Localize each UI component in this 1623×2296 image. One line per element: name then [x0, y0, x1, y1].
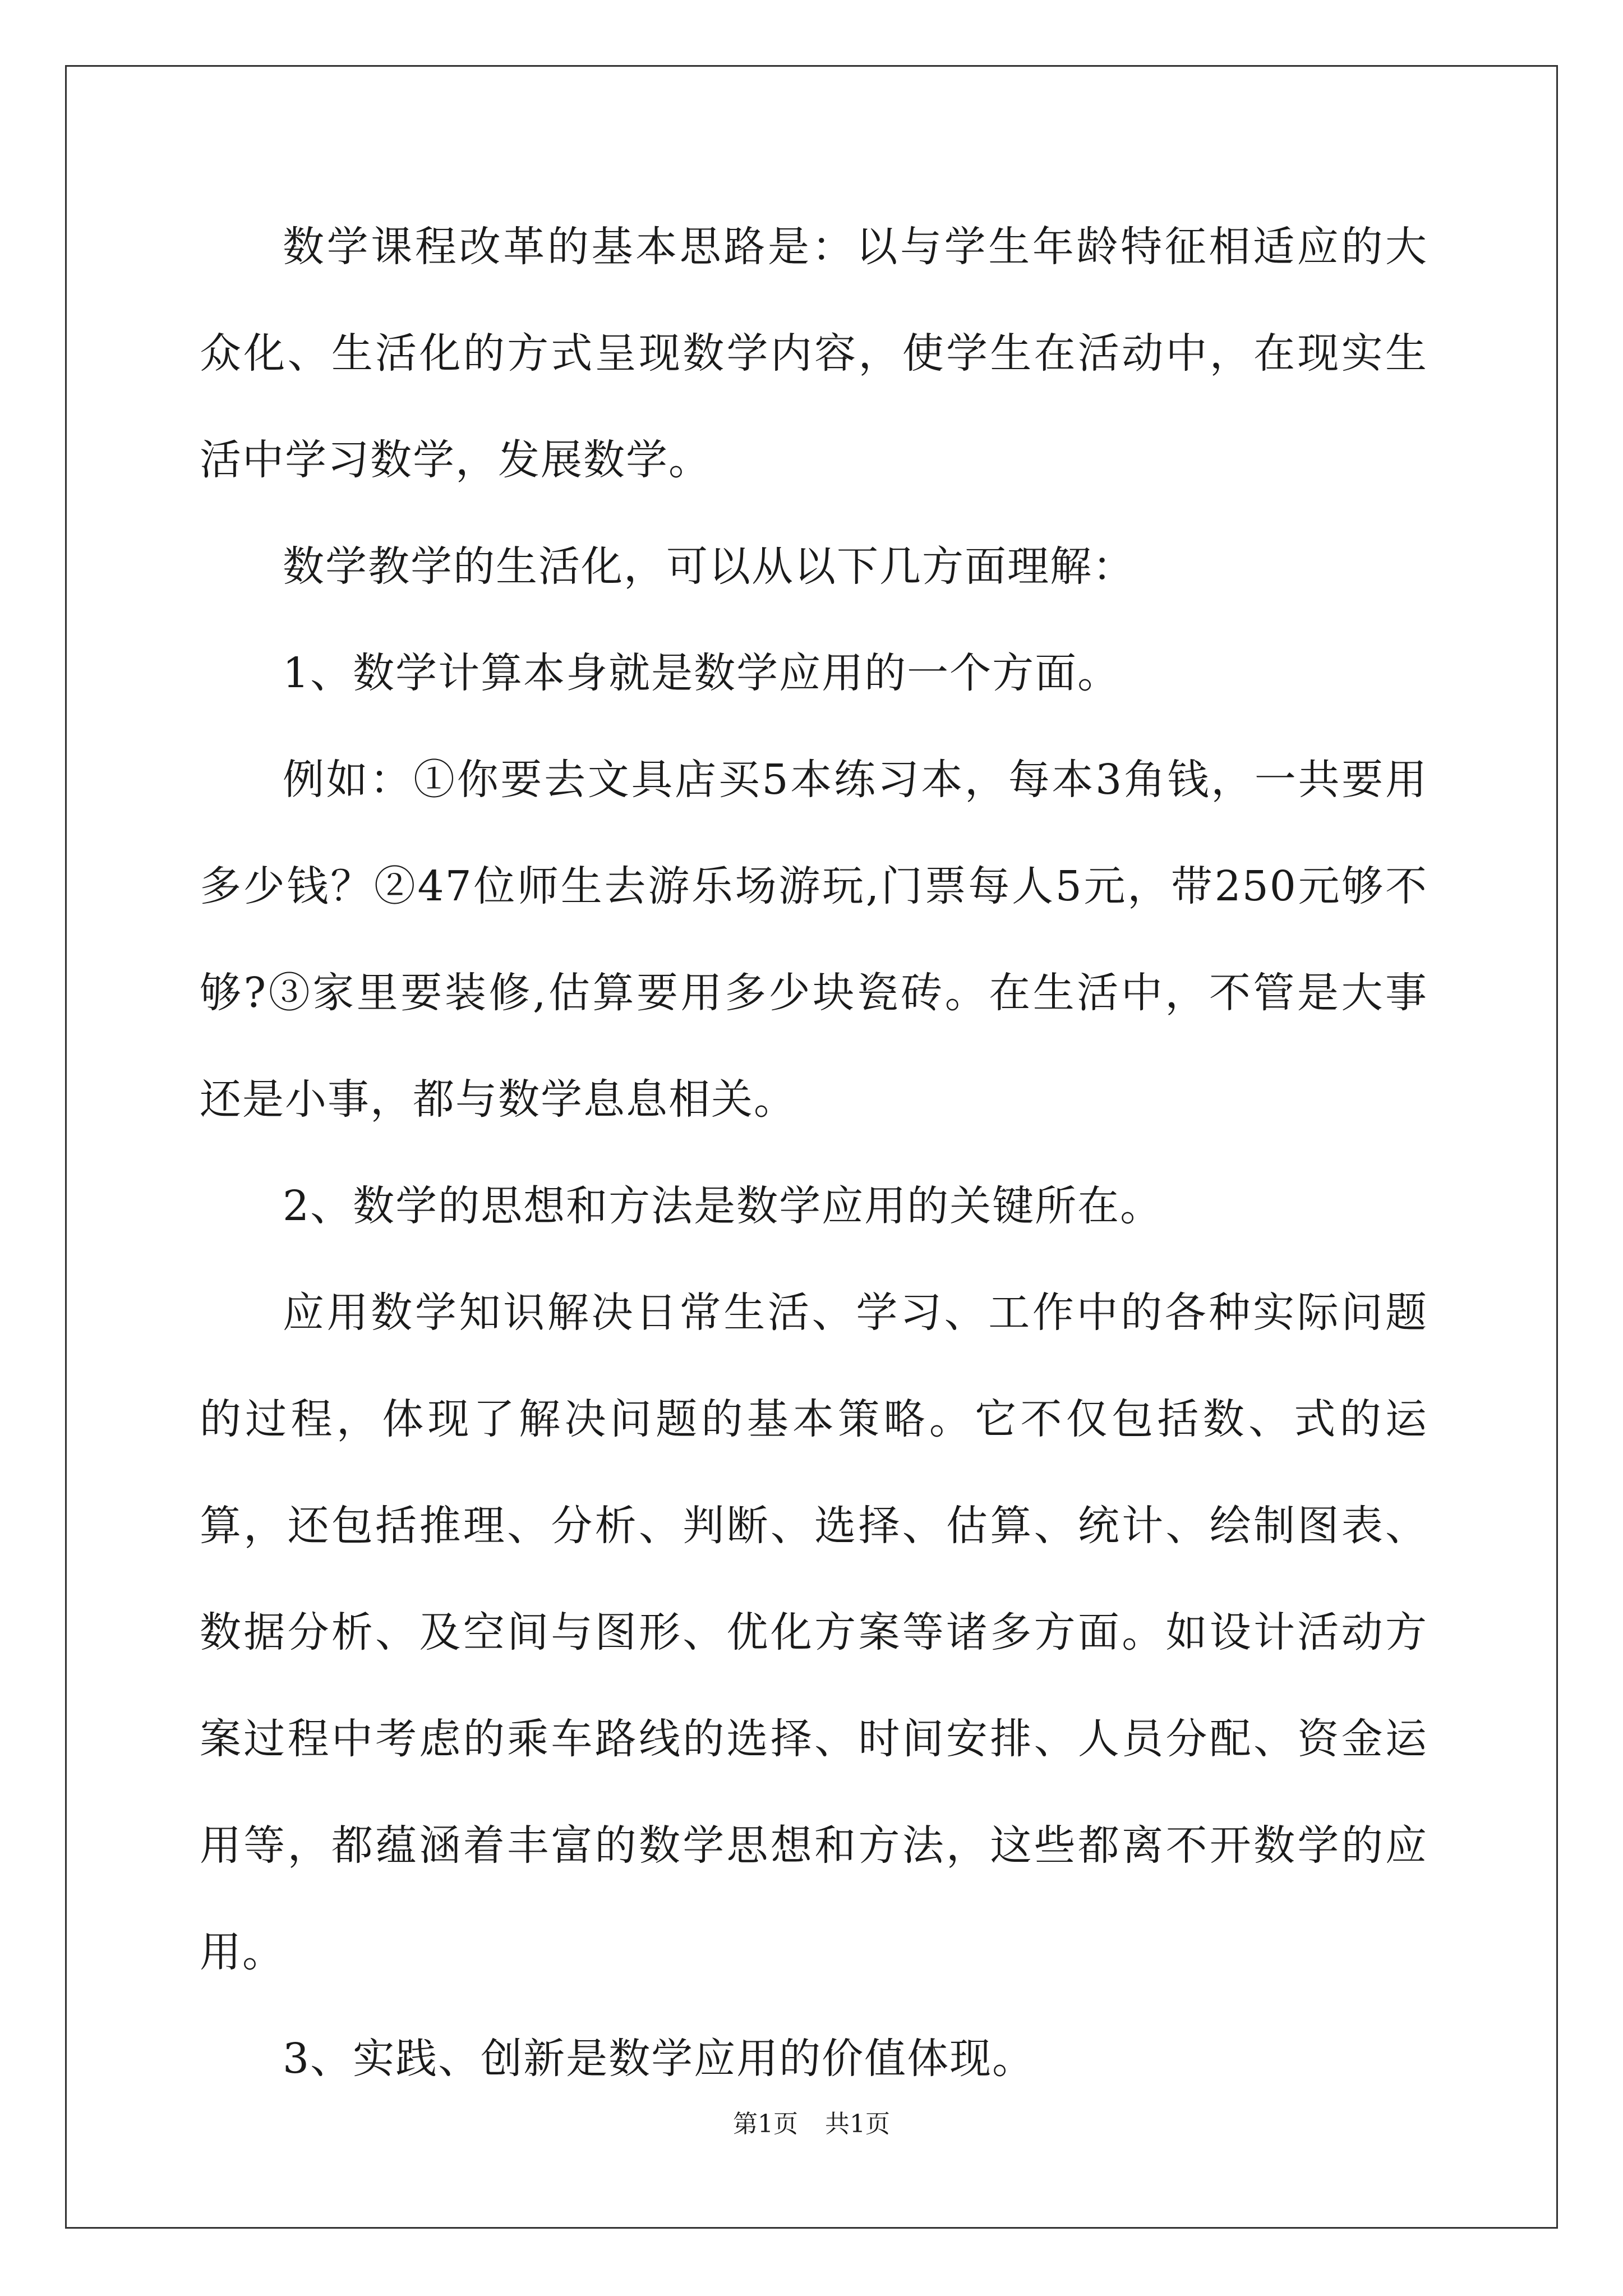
paragraph-examples: 例如：①你要去文具店买5本练习本，每本3角钱，一共要用多少钱？②47位师生去游乐场游玩,门票每人5元，带250元够不够?③家里要装修,估算要用多少块瓷砖。在生活中，不管是大事还是小事，都与数学息息相关。 [200, 756, 1428, 1124]
paragraph-application: 应用数学知识解决日常生活、学习、工作中的各种实际问题的过程，体现了解决问题的基本策略。它不仅包括数、式的运算，还包括推理、分析、判断、选择、估算、统计、绘制图表、数据分析、及空间与图形、优化方案等诸多方面。如设计活动方案过程中考虑的乘车路线的选择、时间安排、人员分配、资金运用等，都蕴涵着丰富的数学思想和方法，这些都离不开数学的应用。 [200, 1289, 1428, 1976]
paragraph-point-3: 3、实践、创新是数学应用的价值体现。 [283, 2035, 1035, 2083]
paragraph-life-teaching: 数学教学的生活化，可以从以下几方面理解： [283, 542, 1135, 591]
document-body [200, 194, 1428, 2112]
paragraph-point-2: 2、数学的思想和方法是数学应用的关键所在。 [283, 1182, 1163, 1230]
paragraph-reform-idea: 数学课程改革的基本思路是：以与学生年龄特征相适应的大众化、生活化的方式呈现数学内容，使学生在活动中，在现实生活中学习数学，发展数学。 [200, 223, 1428, 484]
paragraph-point-1: 1、数学计算本身就是数学应用的一个方面。 [283, 649, 1121, 697]
page-total: 共1页 [825, 2110, 890, 2138]
page-number: 第1页 [733, 2110, 798, 2138]
page-footer [0, 2104, 1623, 2139]
